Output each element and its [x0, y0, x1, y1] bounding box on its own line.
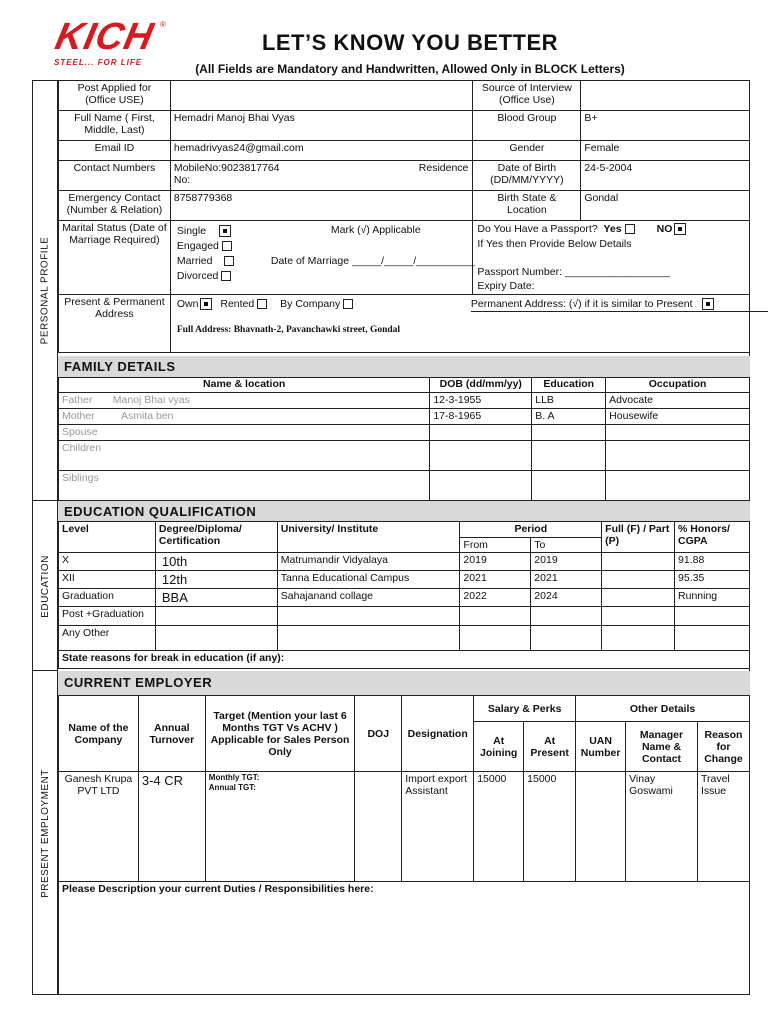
emp-header-joining: At Joining: [474, 722, 524, 772]
rented-checkbox[interactable]: [257, 299, 267, 309]
edu-from-field[interactable]: 2021: [460, 571, 531, 589]
family-edu-field[interactable]: [532, 471, 606, 501]
edu-to-field[interactable]: 2019: [531, 553, 602, 571]
emp-manager-field[interactable]: Vinay Goswami: [626, 772, 698, 882]
edu-mode-field[interactable]: [602, 571, 675, 589]
date-of-marriage-field[interactable]: Date of Marriage _____/_____/__________: [270, 255, 475, 267]
emp-salary-joining-field[interactable]: 15000: [474, 772, 524, 882]
edu-level: Any Other: [59, 626, 156, 651]
edu-header-level: Level: [59, 522, 156, 553]
passport-yes-checkbox[interactable]: [625, 224, 635, 234]
dob-field[interactable]: 24-5-2004: [581, 161, 750, 191]
gender-field[interactable]: Female: [581, 141, 750, 161]
emp-company-field[interactable]: Ganesh Krupa PVT LTD: [59, 772, 139, 882]
family-occ-field[interactable]: Advocate: [606, 393, 750, 409]
family-header-dob: DOB (dd/mm/yy): [430, 378, 532, 393]
contact-numbers-field[interactable]: [170, 161, 473, 191]
engaged-checkbox[interactable]: [222, 241, 232, 251]
relation-label: Spouse: [62, 426, 98, 438]
married-checkbox[interactable]: [224, 256, 234, 266]
edu-degree-field[interactable]: [155, 607, 277, 626]
passport-question: Do You Have a Passport?: [477, 223, 598, 235]
family-edu-field[interactable]: B. A: [532, 409, 606, 425]
marital-status-label: Marital Status (Date of Marriage Required): [59, 221, 171, 295]
edu-score-field[interactable]: Running: [675, 589, 750, 607]
annual-target-label: Annual TGT:: [208, 783, 256, 792]
full-name-label: Full Name ( First, Middle, Last): [59, 111, 171, 141]
company-checkbox[interactable]: [343, 299, 353, 309]
page-subtitle: (All Fields are Mandatory and Handwritten, Allowed Only in BLOCK Letters): [195, 62, 625, 76]
family-name-field[interactable]: [59, 471, 430, 501]
edu-to-field[interactable]: [531, 607, 602, 626]
email-field[interactable]: hemadrivyas24@gmail.com: [170, 141, 473, 161]
edu-mode-field[interactable]: [602, 589, 675, 607]
emp-reason-field[interactable]: Travel Issue: [697, 772, 749, 882]
emp-header-other: Other Details: [576, 696, 750, 722]
duties-field[interactable]: Please Description your current Duties / Responsibilities here:: [59, 882, 750, 995]
passport-expiry-field[interactable]: Expiry Date:: [477, 280, 535, 292]
emp-header-designation: Designation: [402, 696, 474, 772]
blood-group-field[interactable]: B+: [581, 111, 750, 141]
education-heading: EDUCATION QUALIFICATION: [58, 501, 750, 521]
edu-header-mode: Full (F) / Part (P): [602, 522, 675, 553]
relation-label: Father: [62, 394, 93, 406]
emergency-contact-field[interactable]: 8758779368: [170, 191, 473, 221]
address-rented-label: Rented: [220, 298, 255, 310]
family-header-education: Education: [532, 378, 606, 393]
passport-field: [473, 221, 750, 295]
source-interview-label: Source of Interview (Office Use): [473, 81, 581, 111]
marital-option-divorced: Divorced: [176, 270, 219, 282]
edu-score-field[interactable]: [675, 626, 750, 651]
edu-degree-field[interactable]: [155, 626, 277, 651]
emp-turnover-field[interactable]: 3-4 CR: [138, 772, 205, 882]
table-row: [59, 393, 750, 409]
marital-status-field: [170, 221, 473, 295]
section-label-employment: PRESENT EMPLOYMENT: [39, 769, 51, 898]
family-edu-field[interactable]: LLB: [532, 393, 606, 409]
emp-header-present: At Present: [524, 722, 576, 772]
family-name-field[interactable]: [59, 409, 430, 425]
edu-level: X: [59, 553, 156, 571]
edu-university-field[interactable]: Sahajanand collage: [277, 589, 460, 607]
edu-to-field[interactable]: [531, 626, 602, 651]
sidebar-education: [32, 500, 58, 670]
marital-option-married: Married: [176, 255, 213, 267]
sidebar-employment: [32, 670, 58, 995]
edu-university-field[interactable]: [277, 607, 460, 626]
family-dob-field[interactable]: [430, 441, 532, 471]
relation-label: Children: [62, 442, 102, 454]
family-name-field[interactable]: [59, 441, 430, 471]
mark-applicable-note: Mark (√) Applicable: [330, 224, 421, 236]
emp-uan-field[interactable]: [576, 772, 626, 882]
family-dob-field[interactable]: [430, 425, 532, 441]
edu-mode-field[interactable]: [602, 626, 675, 651]
edu-header-degree: Degree/Diploma/ Certification: [155, 522, 277, 553]
edu-score-field[interactable]: 91.88: [675, 553, 750, 571]
table-row: [59, 425, 750, 441]
emp-header-uan: UAN Number: [576, 722, 626, 772]
logo-wordmark: KICH: [51, 16, 158, 58]
family-occ-field[interactable]: [606, 471, 750, 501]
address-company-label: By Company: [280, 298, 341, 310]
employer-table: [58, 695, 750, 995]
emp-target-field[interactable]: [205, 772, 355, 882]
edu-from-field[interactable]: 2019: [460, 553, 531, 571]
family-table: [58, 377, 750, 501]
family-occ-field[interactable]: [606, 441, 750, 471]
edu-header-score: % Honors/ CGPA: [675, 522, 750, 553]
source-interview-field[interactable]: [581, 81, 750, 111]
emp-header-target: Target (Mention your last 6 Months TGT Vs ACHV ) Applicable for Sales Person Only: [205, 696, 355, 772]
edu-from-field[interactable]: 2022: [460, 589, 531, 607]
passport-no-label: NO: [656, 223, 673, 235]
address-field: [170, 295, 749, 353]
edu-to-field[interactable]: 2021: [531, 571, 602, 589]
table-row: [59, 571, 750, 589]
sidebar-personal: [32, 80, 58, 500]
address-own-label: Own: [176, 298, 199, 310]
edu-level: XII: [59, 571, 156, 589]
passport-yes-label: Yes: [603, 223, 622, 235]
divider: [471, 311, 768, 312]
monthly-target-label: Monthly TGT:: [208, 773, 260, 782]
emp-header-company: Name of the Company: [59, 696, 139, 772]
post-applied-label: Post Applied for (Office USE): [59, 81, 171, 111]
emp-header-salary: Salary & Perks: [474, 696, 576, 722]
edu-university-field[interactable]: [277, 626, 460, 651]
residence-label: Residence: [418, 162, 469, 174]
education-break-field[interactable]: State reasons for break in education (if any):: [59, 651, 750, 669]
gender-label: Gender: [473, 141, 581, 161]
section-label-education: EDUCATION: [39, 554, 51, 618]
edu-score-field[interactable]: 95.35: [675, 571, 750, 589]
edu-university-field[interactable]: Matrumandir Vidyalaya: [277, 553, 460, 571]
family-name-value: Asmita ben: [120, 410, 174, 422]
edu-header-period: Period: [460, 522, 602, 538]
logo-tagline: STEEL... FOR LIFE: [54, 58, 143, 67]
birth-state-label: Birth State & Location: [473, 191, 581, 221]
edu-level: Post +Graduation: [59, 607, 156, 626]
edu-university-field[interactable]: Tanna Educational Campus: [277, 571, 460, 589]
table-row: [59, 471, 750, 501]
emp-doj-field[interactable]: [355, 772, 402, 882]
passport-instruction: If Yes then Provide Below Details: [477, 238, 632, 250]
family-name-field[interactable]: [59, 425, 430, 441]
permanent-address-note: Permanent Address: (√) if it is similar to Present: [470, 298, 693, 310]
edu-level: Graduation: [59, 589, 156, 607]
edu-from-field[interactable]: [460, 626, 531, 651]
table-row: [59, 607, 750, 626]
section-label-personal: PERSONAL PROFILE: [39, 236, 51, 344]
logo-registered-mark: ®: [160, 20, 166, 29]
page-title: LET’S KNOW YOU BETTER: [261, 30, 559, 55]
emp-header-turnover: Annual Turnover: [138, 696, 205, 772]
family-details-heading: FAMILY DETAILS: [58, 356, 750, 377]
education-table: [58, 521, 750, 669]
dob-label: Date of Birth (DD/MM/YYYY): [473, 161, 581, 191]
emp-header-manager: Manager Name & Contact: [626, 722, 698, 772]
table-row: [59, 553, 750, 571]
table-row: [59, 441, 750, 471]
family-occ-field[interactable]: [606, 425, 750, 441]
edu-header-to: To: [531, 538, 602, 553]
relation-label: Siblings: [62, 472, 99, 484]
full-name-field[interactable]: Hemadri Manoj Bhai Vyas: [170, 111, 473, 141]
post-applied-field[interactable]: [170, 81, 473, 111]
emergency-contact-label: Emergency Contact (Number & Relation): [59, 191, 171, 221]
edu-degree-field[interactable]: 12th: [155, 571, 277, 589]
edu-degree-field[interactable]: 10th: [155, 553, 277, 571]
divorced-checkbox[interactable]: [221, 271, 231, 281]
edu-header-university: University/ Institute: [277, 522, 460, 553]
edu-to-field[interactable]: 2024: [531, 589, 602, 607]
company-logo: [52, 14, 172, 72]
edu-score-field[interactable]: [675, 607, 750, 626]
own-checkbox[interactable]: [201, 299, 211, 309]
table-row: [59, 626, 750, 651]
personal-profile-table: [58, 80, 750, 353]
contact-numbers-label: Contact Numbers: [59, 161, 171, 191]
blood-group-label: Blood Group: [473, 111, 581, 141]
edu-mode-field[interactable]: [602, 607, 675, 626]
edu-from-field[interactable]: [460, 607, 531, 626]
table-row: [59, 772, 750, 882]
family-dob-field[interactable]: 12-3-1955: [430, 393, 532, 409]
family-header-occupation: Occupation: [606, 378, 750, 393]
emp-salary-present-field[interactable]: 15000: [524, 772, 576, 882]
marital-option-engaged: Engaged: [176, 240, 219, 252]
family-name-value: Manoj Bhai vyas: [112, 394, 190, 406]
emp-header-reason: Reason for Change: [697, 722, 749, 772]
email-label: Email ID: [59, 141, 171, 161]
current-employer-heading: CURRENT EMPLOYER: [58, 671, 750, 695]
family-header-name: Name & location: [59, 378, 430, 393]
family-edu-field[interactable]: [532, 441, 606, 471]
full-address-field[interactable]: Full Address: Bhavnath-2, Pavanchawki street, Gondal: [176, 325, 401, 335]
relation-label: Mother: [62, 410, 95, 422]
passport-number-field[interactable]: Passport Number: __________________: [477, 266, 671, 278]
family-edu-field[interactable]: [532, 425, 606, 441]
family-dob-field[interactable]: [430, 471, 532, 501]
edu-mode-field[interactable]: [602, 553, 675, 571]
marital-option-single: Single: [176, 225, 207, 237]
birth-state-field[interactable]: Gondal: [581, 191, 750, 221]
emp-header-doj: DOJ: [355, 696, 402, 772]
table-row: [59, 589, 750, 607]
table-row: [59, 409, 750, 425]
single-checkbox[interactable]: [220, 226, 230, 236]
permanent-same-checkbox[interactable]: [703, 299, 713, 309]
family-dob-field[interactable]: 17-8-1965: [430, 409, 532, 425]
residence-no-label: No:: [173, 174, 191, 186]
edu-header-from: From: [460, 538, 531, 553]
family-name-field[interactable]: [59, 393, 430, 409]
emp-designation-field[interactable]: Import export Assistant: [402, 772, 474, 882]
edu-degree-field[interactable]: BBA: [155, 589, 277, 607]
passport-no-checkbox[interactable]: [675, 224, 685, 234]
mobile-number: MobileNo:9023817764: [173, 162, 280, 174]
address-label: Present & Permanent Address: [59, 295, 171, 353]
family-occ-field[interactable]: Housewife: [606, 409, 750, 425]
